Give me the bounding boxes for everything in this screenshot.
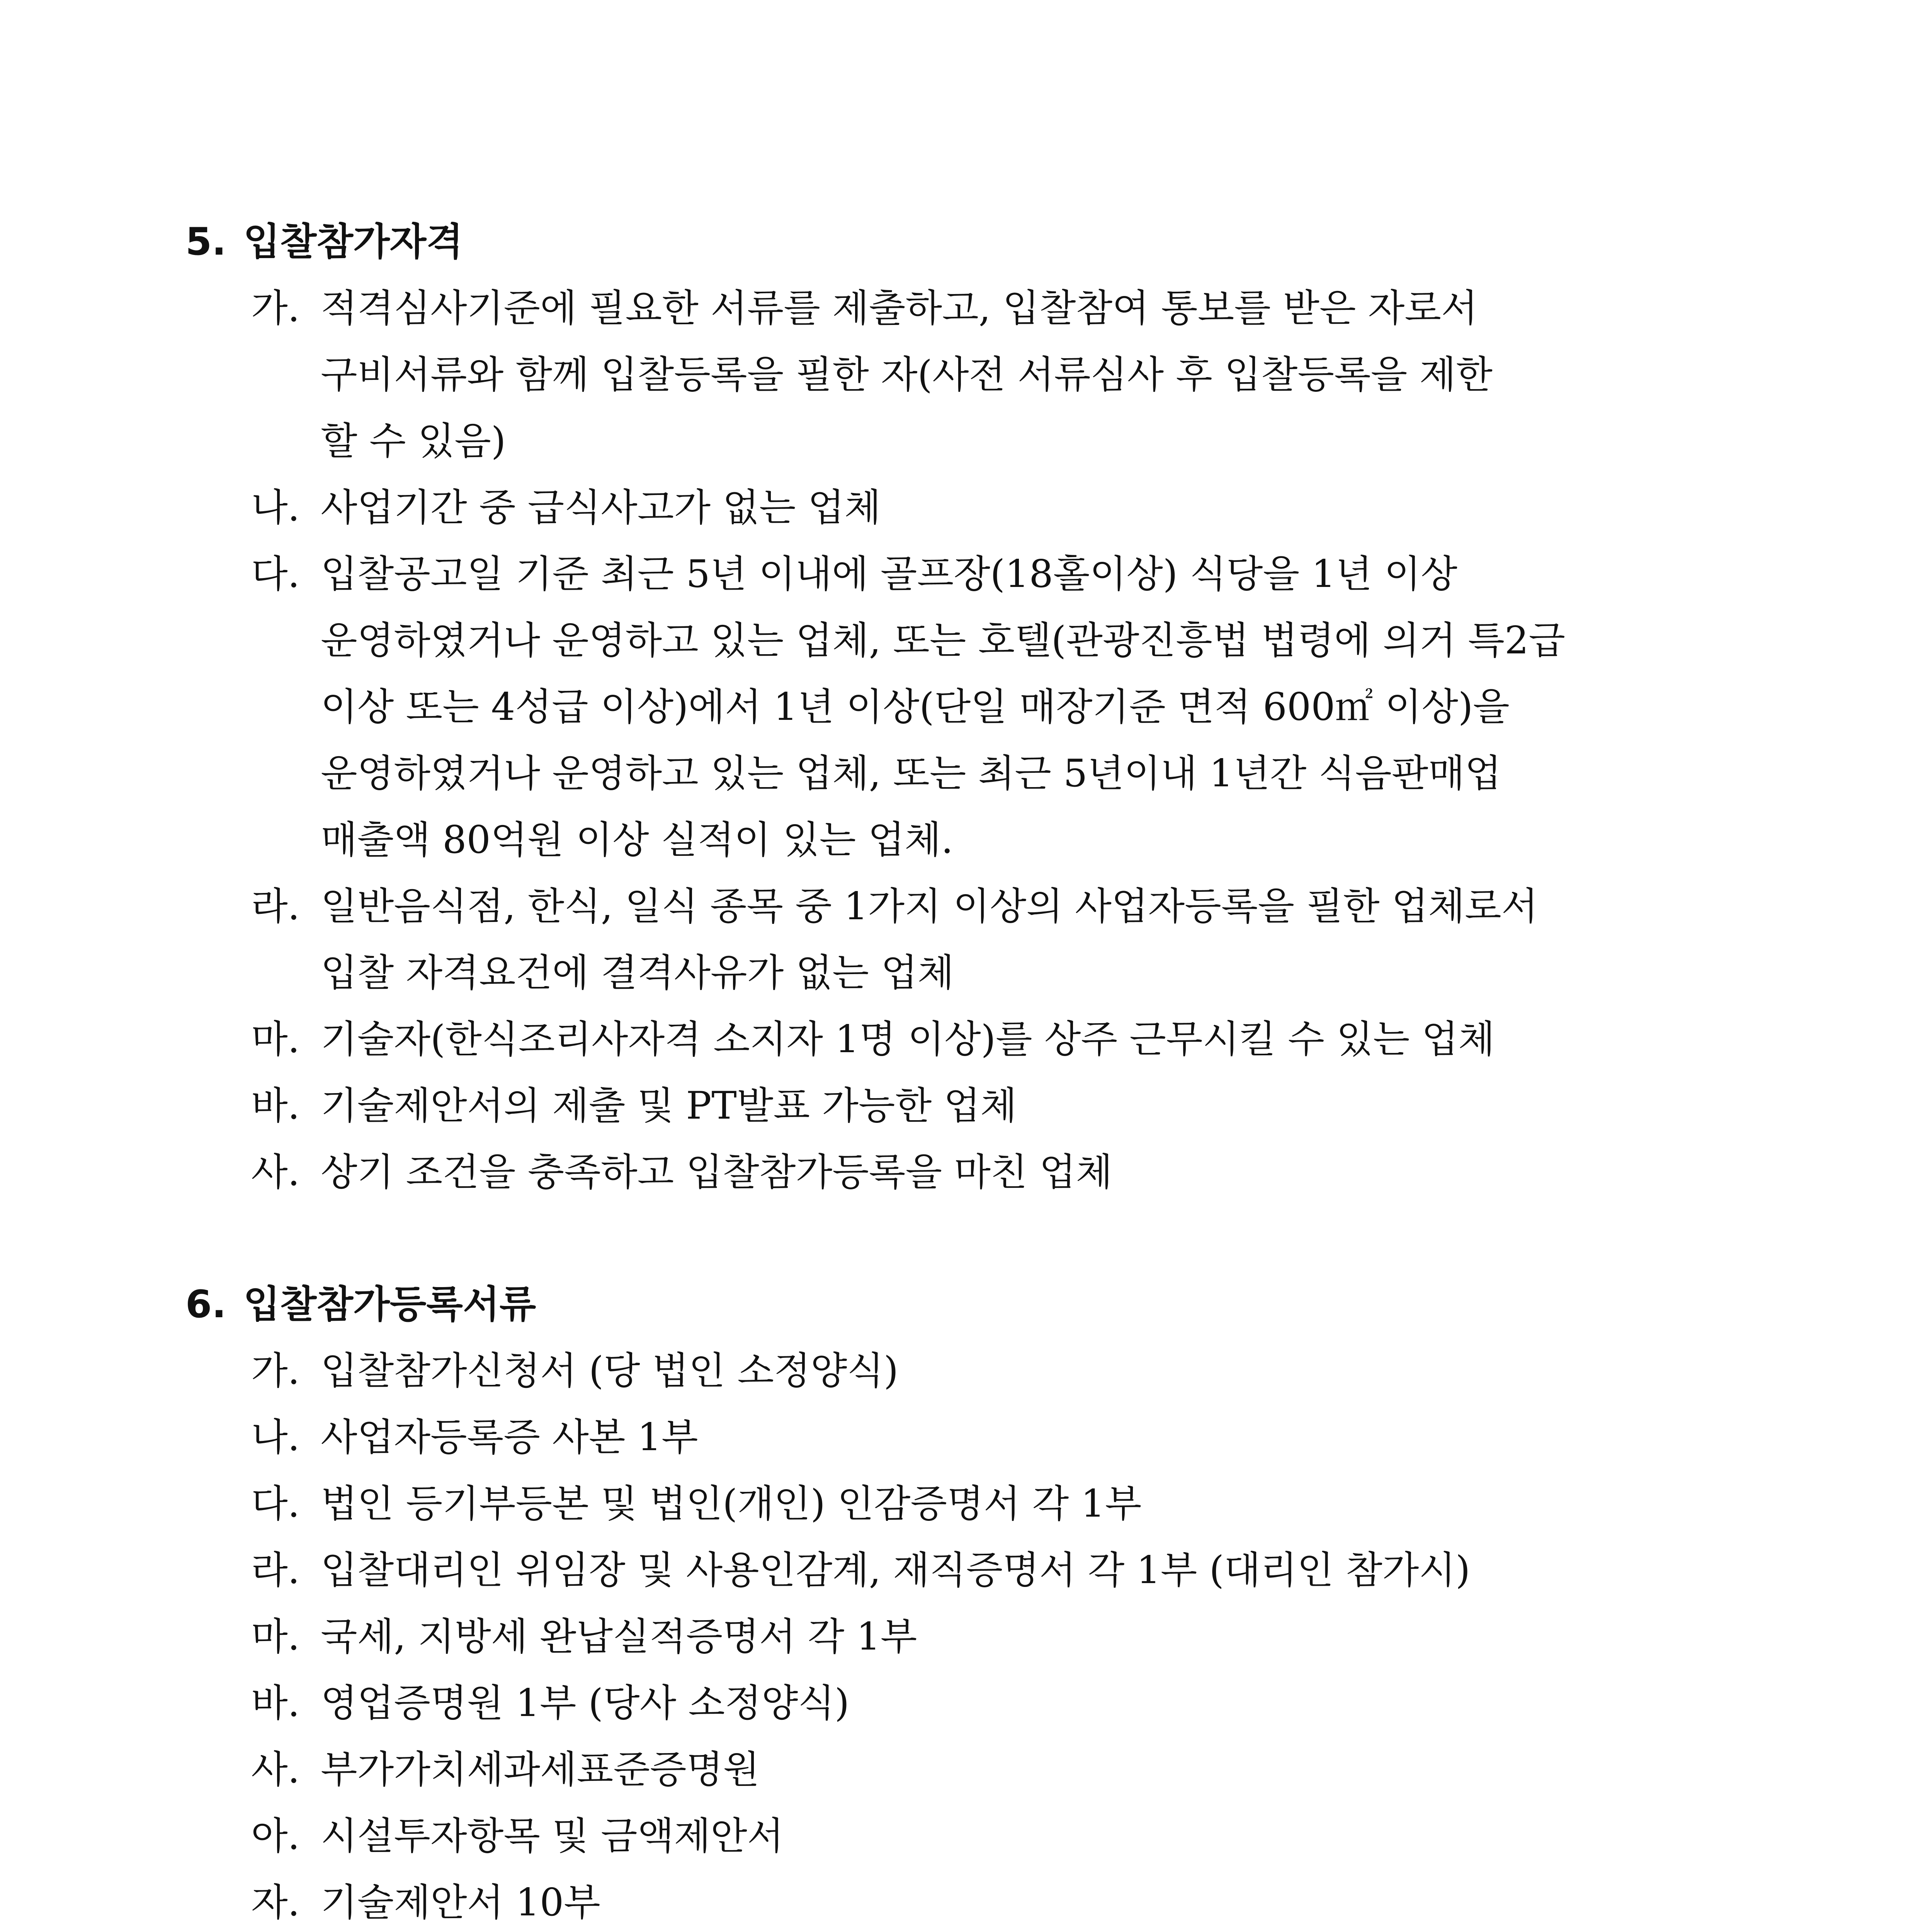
item-text-line: 입찰참가신청서 (당 법인 소정양식) (321, 1349, 899, 1393)
section-title: 입찰참가등록서류 (243, 1282, 536, 1327)
list-item (185, 1869, 1770, 1932)
list-item (185, 1073, 1770, 1139)
item-marker: 라. (251, 884, 300, 929)
item-text-line: 사업기간 중 급식사고가 없는 업체 (321, 486, 881, 530)
item-text-line: 사업자등록증 사본 1부 (321, 1415, 698, 1459)
item-text-line: 기술제안서 10부 (321, 1881, 600, 1925)
item-text-line: 기술제안서의 제출 및 PT발표 가능한 업체 (321, 1084, 1017, 1128)
item-text-line: 시설투자항목 및 금액제안서 (321, 1814, 784, 1858)
item-text-line: 구비서류와 함께 입찰등록을 필한 자(사전 서류심사 후 입찰등록을 제한 (321, 353, 1493, 397)
section-heading (185, 209, 1770, 275)
item-text-line: 법인 등기부등본 및 법인(개인) 인감증명서 각 1부 (321, 1482, 1142, 1526)
item-marker: 마. (251, 1017, 300, 1061)
item-marker: 아. (251, 1814, 300, 1858)
item-text-line: 상기 조건을 충족하고 입찰참가등록을 마친 업체 (321, 1150, 1113, 1194)
item-text-line: 할 수 있음) (321, 419, 506, 463)
item-text-line: 이상 또는 4성급 이상)에서 1년 이상(단일 매장기준 면적 600㎡ 이상)을 (321, 685, 1510, 729)
item-text-line: 입찰대리인 위임장 및 사용인감계, 재직증명서 각 1부 (대리인 참가시) (321, 1548, 1471, 1592)
item-text-line: 매출액 80억원 이상 실적이 있는 업체. (321, 818, 953, 862)
item-marker: 다. (251, 552, 300, 596)
item-text-line: 기술자(한식조리사자격 소지자 1명 이상)를 상주 근무시킬 수 있는 업체 (321, 1017, 1495, 1061)
item-text-line: 부가가치세과세표준증명원 (321, 1748, 760, 1792)
item-marker: 가. (251, 1349, 300, 1393)
section-title: 입찰참가자격 (243, 220, 463, 264)
list-item (185, 1338, 1770, 1404)
section-number: 6. (185, 1282, 226, 1327)
list-item (185, 1404, 1770, 1471)
item-marker: 마. (251, 1615, 300, 1659)
list-item (185, 873, 1770, 1006)
section-eligibility (185, 209, 1770, 1206)
item-text-line: 국세, 지방세 완납실적증명서 각 1부 (321, 1615, 917, 1659)
section-registration-documents (185, 1271, 1770, 1932)
list-item (185, 1803, 1770, 1869)
list-item (185, 1604, 1770, 1670)
item-text-line: 운영하였거나 운영하고 있는 업체, 또는 호텔(관광진흥법 법령에 의거 특2급 (321, 619, 1565, 663)
item-marker: 나. (251, 486, 300, 530)
item-marker: 나. (251, 1415, 300, 1459)
list-item (185, 541, 1770, 873)
item-text-line: 적격심사기준에 필요한 서류를 제출하고, 입찰참여 통보를 받은 자로서 (321, 286, 1478, 330)
item-marker: 사. (251, 1150, 300, 1194)
item-marker: 사. (251, 1748, 300, 1792)
item-marker: 다. (251, 1482, 300, 1526)
item-marker: 라. (251, 1548, 300, 1592)
item-marker: 가. (251, 286, 300, 330)
item-text-line: 운영하였거나 운영하고 있는 업체, 또는 최근 5년이내 1년간 식음판매업 (321, 752, 1501, 796)
item-text-line: 일반음식점, 한식, 일식 종목 중 1가지 이상의 사업자등록을 필한 업체로서 (321, 884, 1538, 929)
list-item (185, 1736, 1770, 1803)
section-number: 5. (185, 220, 226, 264)
list-item (185, 1006, 1770, 1073)
list-item (185, 1471, 1770, 1537)
list-item (185, 1537, 1770, 1604)
item-marker: 바. (251, 1084, 300, 1128)
item-text-line: 입찰공고일 기준 최근 5년 이내에 골프장(18홀이상) 식당을 1년 이상 (321, 552, 1457, 596)
item-text-line: 입찰 자격요건에 결격사유가 없는 업체 (321, 951, 954, 995)
list-item (185, 474, 1770, 541)
section-heading (185, 1271, 1770, 1338)
item-marker: 자. (251, 1881, 300, 1925)
list-item (185, 1139, 1770, 1206)
list-item (185, 275, 1770, 474)
item-marker: 바. (251, 1681, 300, 1725)
list-item (185, 1670, 1770, 1736)
item-text-line: 영업증명원 1부 (당사 소정양식) (321, 1681, 850, 1725)
